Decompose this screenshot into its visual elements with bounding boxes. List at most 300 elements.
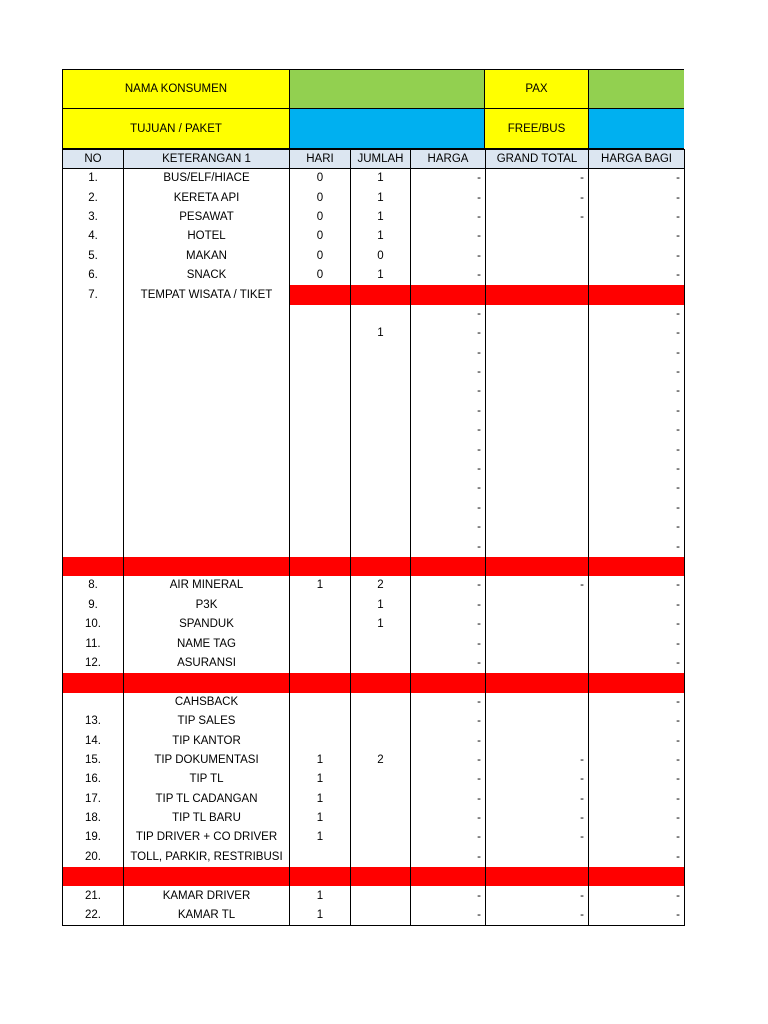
cell-hari[interactable] [290, 634, 351, 653]
cell-keterangan[interactable]: CAHSBACK [124, 693, 290, 712]
cell-jumlah[interactable] [351, 634, 411, 653]
cell-no[interactable] [63, 382, 124, 401]
cell-harga[interactable]: - [411, 731, 486, 750]
cell-no[interactable] [63, 363, 124, 382]
cell-no[interactable] [63, 440, 124, 459]
cell-keterangan[interactable]: TOLL, PARKIR, RESTRIBUSI [124, 848, 290, 867]
table-row [63, 460, 685, 479]
cell-harga[interactable]: - [411, 305, 486, 324]
cell-keterangan[interactable]: SPANDUK [124, 615, 290, 634]
cell-grand-total[interactable]: - [486, 809, 589, 828]
cell-no[interactable]: 7. [63, 285, 124, 304]
cell-jumlah[interactable] [351, 673, 411, 692]
cell-grand-total[interactable]: - [486, 886, 589, 905]
cell-hari[interactable] [290, 344, 351, 363]
cell-grand-total[interactable] [486, 731, 589, 750]
table-row [63, 227, 685, 246]
cell-grand-total[interactable]: - [486, 208, 589, 227]
cell-jumlah[interactable]: 1 [351, 188, 411, 207]
cell-no[interactable] [63, 479, 124, 498]
cell-no[interactable]: 4. [63, 227, 124, 246]
cell-keterangan[interactable] [124, 499, 290, 518]
cell-harga-bagi[interactable]: - [589, 693, 685, 712]
cell-hari[interactable]: 1 [290, 790, 351, 809]
cell-keterangan[interactable]: HOTEL [124, 227, 290, 246]
cell-harga[interactable]: - [411, 712, 486, 731]
cell-harga-bagi[interactable]: - [589, 305, 685, 324]
nama-konsumen-value-cell[interactable] [289, 69, 485, 109]
cell-grand-total[interactable] [486, 673, 589, 692]
cell-grand-total[interactable] [486, 247, 589, 266]
table-row [63, 809, 685, 828]
cell-harga[interactable]: - [411, 634, 486, 653]
cell-keterangan[interactable] [124, 402, 290, 421]
cell-harga[interactable]: - [411, 363, 486, 382]
cell-harga-bagi[interactable]: - [589, 344, 685, 363]
table-row [63, 673, 685, 692]
cell-grand-total[interactable] [486, 402, 589, 421]
cell-hari[interactable] [290, 305, 351, 324]
cell-hari[interactable] [290, 615, 351, 634]
cell-harga[interactable]: - [411, 751, 486, 770]
cell-keterangan[interactable]: TIP DOKUMENTASI [124, 751, 290, 770]
cell-no[interactable]: 15. [63, 751, 124, 770]
cell-keterangan[interactable]: SNACK [124, 266, 290, 285]
cell-hari[interactable]: 1 [290, 906, 351, 926]
cell-grand-total[interactable] [486, 324, 589, 343]
cell-harga-bagi[interactable]: - [589, 421, 685, 440]
cell-hari[interactable] [290, 402, 351, 421]
cell-harga[interactable]: - [411, 460, 486, 479]
cell-keterangan[interactable]: AIR MINERAL [124, 576, 290, 595]
cell-keterangan[interactable] [124, 440, 290, 459]
table-row [63, 770, 685, 789]
cell-no[interactable] [63, 324, 124, 343]
cell-grand-total[interactable] [486, 227, 589, 246]
col-header-harga: HARGA [411, 150, 486, 169]
cell-keterangan[interactable]: TIP TL BARU [124, 809, 290, 828]
cell-hari[interactable]: 1 [290, 770, 351, 789]
cell-harga[interactable]: - [411, 188, 486, 207]
cell-hari[interactable]: 1 [290, 828, 351, 847]
cell-harga-bagi[interactable] [589, 285, 685, 304]
cell-hari[interactable] [290, 654, 351, 673]
cell-jumlah[interactable] [351, 848, 411, 867]
cell-keterangan[interactable] [124, 344, 290, 363]
cell-harga-bagi[interactable]: - [589, 770, 685, 789]
cell-hari[interactable] [290, 537, 351, 556]
cell-no[interactable]: 12. [63, 654, 124, 673]
cell-harga-bagi[interactable]: - [589, 324, 685, 343]
cell-grand-total[interactable] [486, 460, 589, 479]
cell-harga-bagi[interactable]: - [589, 440, 685, 459]
cell-harga[interactable]: - [411, 421, 486, 440]
cell-no[interactable]: 17. [63, 790, 124, 809]
cell-harga-bagi[interactable]: - [589, 906, 685, 926]
cell-hari[interactable] [290, 479, 351, 498]
cell-harga[interactable]: - [411, 382, 486, 401]
cell-no[interactable] [63, 344, 124, 363]
tujuan-value-cell[interactable] [289, 108, 485, 149]
cell-grand-total[interactable] [486, 363, 589, 382]
table-row [63, 557, 685, 576]
cell-no[interactable] [63, 305, 124, 324]
cell-grand-total[interactable] [486, 285, 589, 304]
table-row [63, 634, 685, 653]
cell-harga[interactable]: - [411, 518, 486, 537]
cell-hari[interactable]: 1 [290, 886, 351, 905]
cell-keterangan[interactable]: KAMAR DRIVER [124, 886, 290, 905]
cell-harga[interactable]: - [411, 790, 486, 809]
cell-harga[interactable]: - [411, 479, 486, 498]
cell-grand-total[interactable]: - [486, 790, 589, 809]
cell-harga[interactable]: - [411, 227, 486, 246]
cell-harga-bagi[interactable]: - [589, 266, 685, 285]
cell-grand-total[interactable] [486, 596, 589, 615]
cell-hari[interactable] [290, 499, 351, 518]
cell-jumlah[interactable] [351, 285, 411, 304]
cell-keterangan[interactable]: TIP DRIVER + CO DRIVER [124, 828, 290, 847]
cell-harga-bagi[interactable]: - [589, 848, 685, 867]
cell-keterangan[interactable] [124, 673, 290, 692]
cell-hari[interactable]: 0 [290, 188, 351, 207]
cell-keterangan[interactable]: ASURANSI [124, 654, 290, 673]
cell-jumlah[interactable] [351, 712, 411, 731]
cell-harga-bagi[interactable]: - [589, 828, 685, 847]
cell-hari[interactable]: 0 [290, 208, 351, 227]
cell-grand-total[interactable] [486, 654, 589, 673]
cell-keterangan[interactable] [124, 324, 290, 343]
cell-keterangan[interactable]: NAME TAG [124, 634, 290, 653]
cell-grand-total[interactable]: - [486, 770, 589, 789]
pax-value-cell[interactable] [588, 69, 684, 109]
cell-jumlah[interactable]: 2 [351, 751, 411, 770]
cell-harga[interactable]: - [411, 886, 486, 905]
table-row [63, 285, 685, 304]
cell-grand-total[interactable] [486, 382, 589, 401]
cell-harga[interactable]: - [411, 266, 486, 285]
cell-no[interactable] [63, 460, 124, 479]
cell-harga-bagi[interactable]: - [589, 188, 685, 207]
cell-harga[interactable]: - [411, 344, 486, 363]
cell-harga-bagi[interactable] [589, 557, 685, 576]
cell-harga-bagi[interactable]: - [589, 634, 685, 653]
cell-hari[interactable] [290, 867, 351, 886]
cell-hari[interactable] [290, 363, 351, 382]
cell-harga-bagi[interactable]: - [589, 790, 685, 809]
cell-jumlah[interactable] [351, 867, 411, 886]
cell-grand-total[interactable] [486, 712, 589, 731]
table-row [63, 440, 685, 459]
table-row [63, 479, 685, 498]
cell-jumlah[interactable]: 1 [351, 615, 411, 634]
cell-grand-total[interactable]: - [486, 906, 589, 926]
cell-keterangan[interactable]: TIP SALES [124, 712, 290, 731]
cell-harga-bagi[interactable]: - [589, 227, 685, 246]
cell-harga[interactable]: - [411, 906, 486, 926]
table-row [63, 518, 685, 537]
table-row [63, 712, 685, 731]
cell-keterangan[interactable]: MAKAN [124, 247, 290, 266]
cell-no[interactable]: 5. [63, 247, 124, 266]
cell-no[interactable]: 6. [63, 266, 124, 285]
cell-harga[interactable]: - [411, 440, 486, 459]
cell-jumlah[interactable] [351, 382, 411, 401]
cell-harga-bagi[interactable]: - [589, 382, 685, 401]
cell-jumlah[interactable] [351, 828, 411, 847]
cell-jumlah[interactable] [351, 499, 411, 518]
cell-keterangan[interactable] [124, 518, 290, 537]
cell-harga[interactable]: - [411, 693, 486, 712]
cell-jumlah[interactable] [351, 421, 411, 440]
cell-grand-total[interactable] [486, 518, 589, 537]
table-row [63, 596, 685, 615]
cell-grand-total[interactable] [486, 421, 589, 440]
cell-grand-total[interactable] [486, 266, 589, 285]
cell-hari[interactable]: 0 [290, 247, 351, 266]
cell-jumlah[interactable] [351, 305, 411, 324]
cell-no[interactable] [63, 673, 124, 692]
cell-hari[interactable]: 1 [290, 576, 351, 595]
cell-harga[interactable]: - [411, 402, 486, 421]
cell-keterangan[interactable] [124, 460, 290, 479]
cell-keterangan[interactable] [124, 382, 290, 401]
cell-jumlah[interactable] [351, 537, 411, 556]
table-row [63, 169, 685, 189]
cell-jumlah[interactable] [351, 770, 411, 789]
cell-harga[interactable]: - [411, 247, 486, 266]
cell-keterangan[interactable]: BUS/ELF/HIACE [124, 169, 290, 189]
cell-grand-total[interactable]: - [486, 169, 589, 189]
cell-keterangan[interactable] [124, 557, 290, 576]
cell-jumlah[interactable]: 1 [351, 324, 411, 343]
cell-harga-bagi[interactable]: - [589, 247, 685, 266]
cell-keterangan[interactable] [124, 421, 290, 440]
cell-grand-total[interactable] [486, 867, 589, 886]
cell-keterangan[interactable] [124, 537, 290, 556]
cell-jumlah[interactable] [351, 363, 411, 382]
cell-harga[interactable]: - [411, 828, 486, 847]
cell-harga-bagi[interactable]: - [589, 596, 685, 615]
cell-no[interactable] [63, 402, 124, 421]
cell-no[interactable] [63, 421, 124, 440]
cell-no[interactable]: 1. [63, 169, 124, 189]
cell-grand-total[interactable] [486, 479, 589, 498]
cell-harga-bagi[interactable]: - [589, 363, 685, 382]
cell-harga-bagi[interactable]: - [589, 208, 685, 227]
cell-jumlah[interactable]: 1 [351, 208, 411, 227]
cell-keterangan[interactable]: KAMAR TL [124, 906, 290, 926]
cell-harga-bagi[interactable]: - [589, 731, 685, 750]
cell-harga[interactable]: - [411, 169, 486, 189]
cell-keterangan[interactable] [124, 363, 290, 382]
cell-harga-bagi[interactable]: - [589, 402, 685, 421]
cell-harga[interactable] [411, 285, 486, 304]
cell-keterangan[interactable]: PESAWAT [124, 208, 290, 227]
table-row [63, 363, 685, 382]
cell-harga[interactable]: - [411, 809, 486, 828]
cell-no[interactable]: 11. [63, 634, 124, 653]
cell-no[interactable]: 16. [63, 770, 124, 789]
cell-harga[interactable]: - [411, 615, 486, 634]
cell-harga-bagi[interactable]: - [589, 537, 685, 556]
cell-hari[interactable] [290, 285, 351, 304]
cell-harga-bagi[interactable]: - [589, 886, 685, 905]
cell-harga-bagi[interactable] [589, 673, 685, 692]
cell-jumlah[interactable] [351, 906, 411, 926]
cell-jumlah[interactable]: 1 [351, 596, 411, 615]
cell-keterangan[interactable]: TIP TL CADANGAN [124, 790, 290, 809]
cell-harga[interactable]: - [411, 848, 486, 867]
table-row [63, 402, 685, 421]
cell-jumlah[interactable]: 2 [351, 576, 411, 595]
cell-hari[interactable] [290, 440, 351, 459]
cell-no[interactable]: 13. [63, 712, 124, 731]
cell-hari[interactable] [290, 324, 351, 343]
cell-jumlah[interactable] [351, 886, 411, 905]
cell-hari[interactable]: 1 [290, 809, 351, 828]
cell-harga[interactable] [411, 867, 486, 886]
cell-no[interactable]: 18. [63, 809, 124, 828]
cell-jumlah[interactable] [351, 518, 411, 537]
cell-hari[interactable] [290, 557, 351, 576]
cell-hari[interactable] [290, 673, 351, 692]
cell-grand-total[interactable] [486, 557, 589, 576]
cell-keterangan[interactable]: TEMPAT WISATA / TIKET [124, 285, 290, 304]
cell-hari[interactable] [290, 518, 351, 537]
cell-grand-total[interactable] [486, 499, 589, 518]
cell-no[interactable] [63, 499, 124, 518]
cell-no[interactable]: 10. [63, 615, 124, 634]
cell-grand-total[interactable] [486, 634, 589, 653]
cell-keterangan[interactable]: TIP TL [124, 770, 290, 789]
cell-no[interactable]: 14. [63, 731, 124, 750]
cell-jumlah[interactable] [351, 479, 411, 498]
cell-grand-total[interactable]: - [486, 188, 589, 207]
cell-no[interactable] [63, 518, 124, 537]
cell-jumlah[interactable] [351, 790, 411, 809]
cell-harga[interactable] [411, 557, 486, 576]
cell-grand-total[interactable] [486, 848, 589, 867]
cell-jumlah[interactable]: 1 [351, 266, 411, 285]
table-row [63, 693, 685, 712]
cell-no[interactable]: 21. [63, 886, 124, 905]
cell-harga-bagi[interactable]: - [589, 169, 685, 189]
cell-jumlah[interactable] [351, 693, 411, 712]
cell-hari[interactable] [290, 693, 351, 712]
cell-keterangan[interactable] [124, 305, 290, 324]
cell-grand-total[interactable] [486, 693, 589, 712]
cell-harga-bagi[interactable]: - [589, 809, 685, 828]
cell-no[interactable]: 8. [63, 576, 124, 595]
cell-jumlah[interactable] [351, 731, 411, 750]
cell-hari[interactable] [290, 460, 351, 479]
cell-harga[interactable]: - [411, 499, 486, 518]
cell-grand-total[interactable] [486, 440, 589, 459]
cell-jumlah[interactable] [351, 557, 411, 576]
cell-harga-bagi[interactable] [589, 867, 685, 886]
cell-no[interactable] [63, 693, 124, 712]
cell-jumlah[interactable] [351, 344, 411, 363]
cell-harga-bagi[interactable]: - [589, 654, 685, 673]
free-bus-value-cell[interactable] [588, 108, 684, 149]
cell-jumlah[interactable]: 0 [351, 247, 411, 266]
cell-jumlah[interactable] [351, 809, 411, 828]
cell-harga-bagi[interactable]: - [589, 479, 685, 498]
cell-harga[interactable]: - [411, 324, 486, 343]
cell-no[interactable]: 3. [63, 208, 124, 227]
cell-jumlah[interactable]: 1 [351, 227, 411, 246]
cell-harga[interactable]: - [411, 770, 486, 789]
cell-no[interactable]: 2. [63, 188, 124, 207]
cell-no[interactable]: 9. [63, 596, 124, 615]
cell-hari[interactable] [290, 712, 351, 731]
cell-keterangan[interactable]: TIP KANTOR [124, 731, 290, 750]
cell-jumlah[interactable] [351, 402, 411, 421]
cell-no[interactable]: 22. [63, 906, 124, 926]
cell-harga[interactable] [411, 673, 486, 692]
cell-hari[interactable]: 0 [290, 169, 351, 189]
cell-jumlah[interactable] [351, 654, 411, 673]
cell-hari[interactable]: 1 [290, 751, 351, 770]
cell-jumlah[interactable]: 1 [351, 169, 411, 189]
cell-harga[interactable]: - [411, 576, 486, 595]
column-header-row [63, 150, 685, 169]
cell-grand-total[interactable] [486, 344, 589, 363]
table-row [63, 324, 685, 343]
cell-hari[interactable] [290, 596, 351, 615]
cell-no[interactable]: 20. [63, 848, 124, 867]
table-row [63, 790, 685, 809]
cell-harga-bagi[interactable]: - [589, 712, 685, 731]
cell-no[interactable] [63, 537, 124, 556]
cell-hari[interactable]: 0 [290, 266, 351, 285]
cell-keterangan[interactable]: P3K [124, 596, 290, 615]
col-header-harga-bagi: HARGA BAGI [589, 150, 685, 169]
cell-no[interactable] [63, 867, 124, 886]
cell-harga-bagi[interactable]: - [589, 499, 685, 518]
cell-keterangan[interactable]: KERETA API [124, 188, 290, 207]
cell-jumlah[interactable] [351, 440, 411, 459]
cell-hari[interactable] [290, 731, 351, 750]
cell-hari[interactable] [290, 421, 351, 440]
cell-harga-bagi[interactable]: - [589, 576, 685, 595]
cell-grand-total[interactable]: - [486, 828, 589, 847]
cell-harga[interactable]: - [411, 596, 486, 615]
cell-keterangan[interactable] [124, 867, 290, 886]
cell-hari[interactable] [290, 848, 351, 867]
cell-no[interactable]: 19. [63, 828, 124, 847]
cell-grand-total[interactable]: - [486, 576, 589, 595]
cell-harga[interactable]: - [411, 654, 486, 673]
cell-grand-total[interactable]: - [486, 751, 589, 770]
cell-hari[interactable] [290, 382, 351, 401]
cell-harga-bagi[interactable]: - [589, 460, 685, 479]
cell-harga[interactable]: - [411, 537, 486, 556]
cell-grand-total[interactable] [486, 615, 589, 634]
cell-harga-bagi[interactable]: - [589, 615, 685, 634]
cell-hari[interactable]: 0 [290, 227, 351, 246]
cell-harga[interactable]: - [411, 208, 486, 227]
cell-keterangan[interactable] [124, 479, 290, 498]
table-row [63, 266, 685, 285]
cell-jumlah[interactable] [351, 460, 411, 479]
cell-no[interactable] [63, 557, 124, 576]
cell-harga-bagi[interactable]: - [589, 751, 685, 770]
cell-grand-total[interactable] [486, 305, 589, 324]
cell-harga-bagi[interactable]: - [589, 518, 685, 537]
cell-grand-total[interactable] [486, 537, 589, 556]
